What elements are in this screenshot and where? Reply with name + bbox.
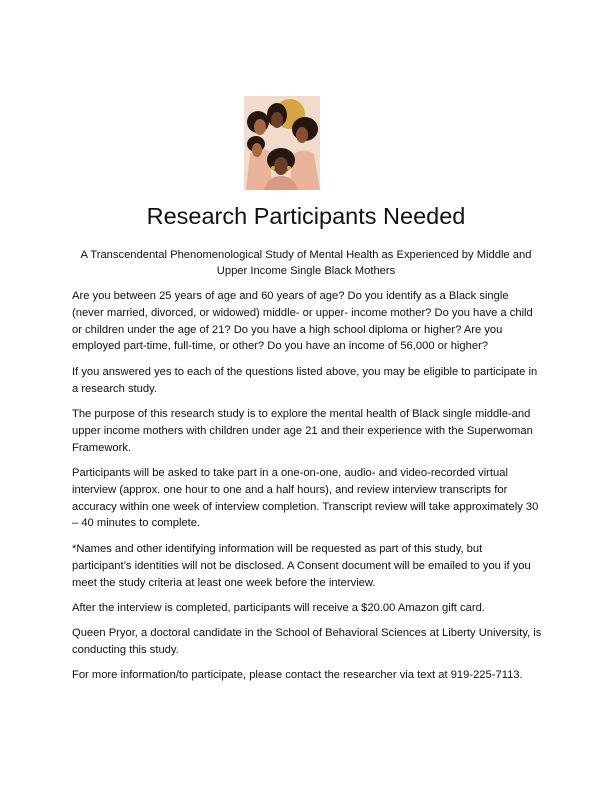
participation-details-paragraph: Participants will be asked to take part in a one-on-one, audio- and video-recorded virtual interview (approx. one hour to one and a half hours), and review interview transcripts for accuracy within one week of interview completion. Transcript review will take approximately 30 – 40 minutes to complete.	[72, 467, 539, 530]
page-title: Research Participants Needed	[146, 203, 466, 229]
eligibility-statement-paragraph: If you answered yes to each of the questions listed above, you may be eligible to participate in a research study.	[72, 366, 538, 395]
eligibility-questions-paragraph: Are you between 25 years of age and 60 years of age? Do you identify as a Black single (never married, divorced, or widowed) middle- or upper- income mother? Do you have a child or children under the age of 21? Do you have a high school diploma or higher? Are you employed part-time, full-time, or other? Do you have an income of 56,000 or higher?	[72, 290, 533, 353]
researcher-info-paragraph: Queen Pryor, a doctoral candidate in the School of Behavioral Sciences at Liberty University, is conducting this study.	[72, 627, 542, 656]
women-group-illustration-icon	[244, 96, 320, 190]
study-purpose-paragraph: The purpose of this research study is to explore the mental health of Black single middle-and upper income mothers with children under age 21 and their experience with the Superwoman Framework.	[72, 408, 533, 454]
contact-paragraph: For more information/to participate, please contact the researcher via text at 919-225-7113.	[72, 669, 523, 681]
compensation-paragraph: After the interview is completed, participants will receive a $20.00 Amazon gift card.	[72, 602, 485, 614]
privacy-consent-paragraph: *Names and other identifying information will be requested as part of this study, but participant’s identities will not be disclosed. A Consent document will be emailed to you if you meet the study criteria at least one week before the interview.	[72, 543, 531, 589]
study-subtitle: A Transcendental Phenomenological Study of Mental Health as Experienced by Middle and Upper Income Single Black Mothers	[80, 249, 532, 277]
